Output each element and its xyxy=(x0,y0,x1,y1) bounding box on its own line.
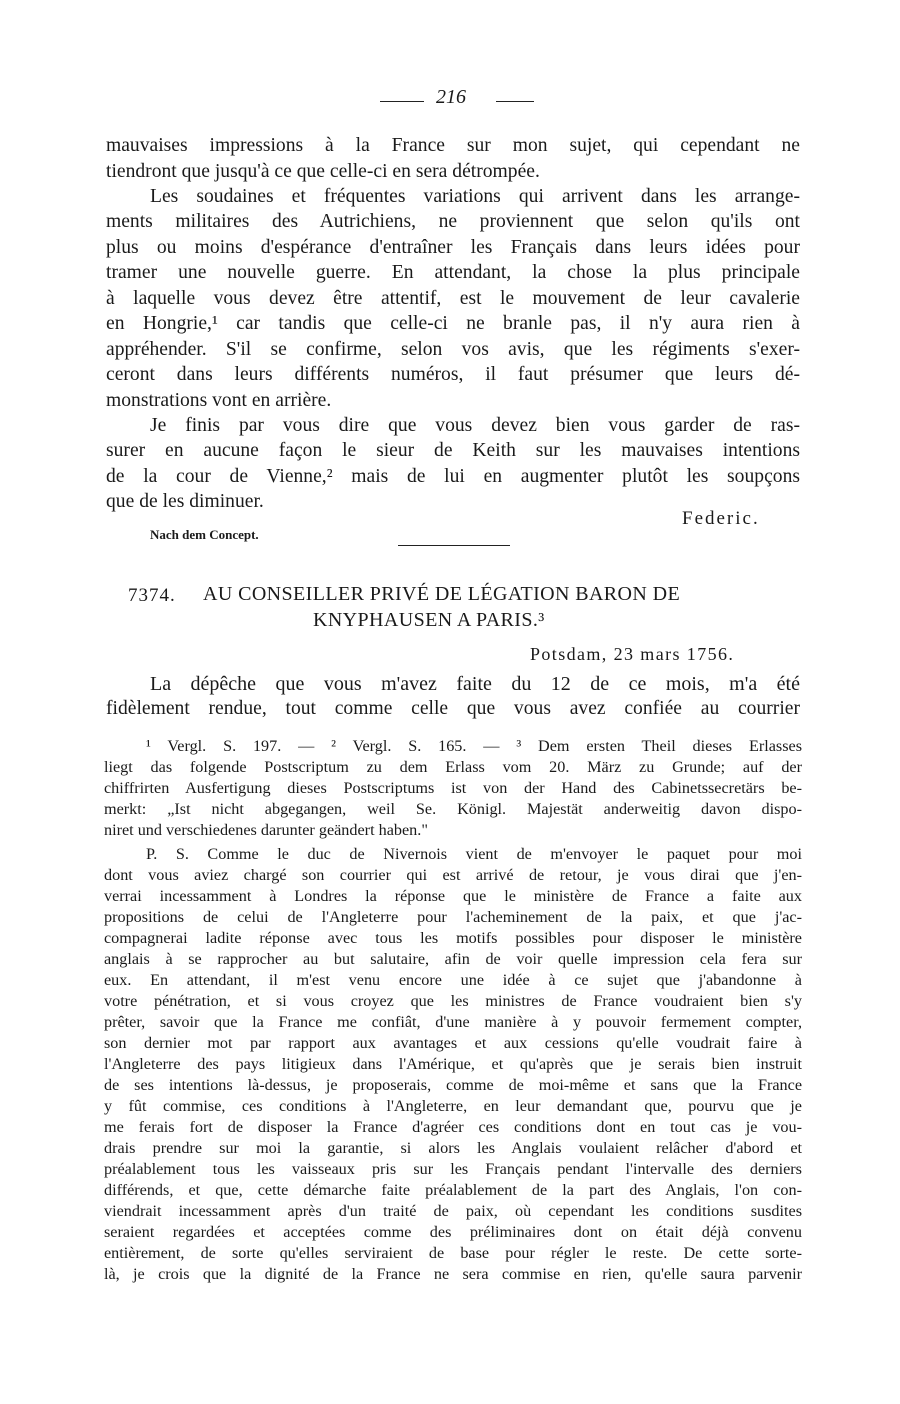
footnote-line: là, je crois que la dignité de la France ne sera commise en rien, qu'elle saura parvenir xyxy=(104,1265,802,1283)
text-line: à laquelle vous devez être attentif, est le mouvement de leur cavalerie xyxy=(106,288,800,309)
text-line: fidèlement rendue, tout comme celle que vous avez confiée au courrier xyxy=(106,698,800,719)
footnote-line: votre pénétration, et si vous croyez que les ministres de France voudraient bien s'y xyxy=(104,992,802,1010)
footnote-line: préalablement tous les vaisseaux pris sur les Français pendant l'intervalle des derniers xyxy=(104,1160,802,1178)
header-rule-right xyxy=(496,101,534,102)
footnote-line: me ferais fort de disposer la France d'agréer ces conditions dont en tout cas je vou- xyxy=(104,1118,802,1136)
text-line: de la cour de Vienne,² mais de lui en augmenter plutôt les soupçons xyxy=(106,466,800,487)
dateline: Potsdam, 23 mars 1756. xyxy=(530,644,735,664)
text-line: en Hongrie,¹ car tandis que celle-ci ne branle pas, il n'y aura rien à xyxy=(106,313,800,334)
footnote-line: dont vous aviez chargé son courrier qui est arrivé de retour, je vous dirai que j'en- xyxy=(104,866,802,884)
document-number: 7374. xyxy=(128,585,176,606)
text-line: plus ou moins d'espérance d'entraîner les Français dans leurs idées pour xyxy=(106,237,800,258)
footnote-line: différends, et que, cette démarche faite préalablement de la part des Anglais, l'on con- xyxy=(104,1181,802,1199)
footnote-line: verrai incessamment à Londres la réponse que le ministère de France a faite aux xyxy=(104,887,802,905)
header-rule-left xyxy=(380,101,424,102)
source-note: Nach dem Concept. xyxy=(150,527,259,542)
footnote-line: l'Angleterre des pays litigieux dans l'Amérique, et qu'après que je serais bien instruit xyxy=(104,1055,802,1073)
footnote-line: seraient regardées et acceptées comme des préliminaires dont on était déjà convenu xyxy=(104,1223,802,1241)
text-line: ments militaires des Autrichiens, ne proviennent que selon qu'ils ont xyxy=(106,211,800,232)
footnote-line: chiffrirten Ausfertigung dieses Postscriptums ist von der Hand des Cabinetssecretärs be- xyxy=(104,779,802,797)
text-line: mauvaises impressions à la France sur mon sujet, qui cependant ne xyxy=(106,135,800,156)
footnote-line: ¹ Vergl. S. 197. — ² Vergl. S. 165. — ³ Dem ersten Theil dieses Erlasses xyxy=(146,737,802,755)
document-title-line-2: KNYPHAUSEN A PARIS.³ xyxy=(313,609,545,631)
footnote-line: viendrait incessamment après d'un traité de paix, où cependant les conditions susdites xyxy=(104,1202,802,1220)
footnote-line: son dernier mot par rapport aux avantages et aux cessions qu'elle voudrait faire à xyxy=(104,1034,802,1052)
text-line: La dépêche que vous m'avez faite du 12 de ce mois, m'a été xyxy=(150,673,800,695)
text-line: tramer une nouvelle guerre. En attendant, la chose la plus principale xyxy=(106,262,800,283)
footnote-line: drais prendre sur moi la garantie, si alors les Anglais voulaient relâcher d'abord et xyxy=(104,1139,802,1157)
footnote-line: y fût commise, ces conditions à l'Angleterre, en leur demandant que, pourvu que je xyxy=(104,1097,802,1115)
footnote-line: niret und verschiedenes darunter geändert haben." xyxy=(104,821,428,839)
text-line: surer en aucune façon le sieur de Keith sur les mauvaises intentions xyxy=(106,440,800,461)
footnote-line: prêter, savoir que la France me confiât, d'une manière à y pouvoir fermement compter, xyxy=(104,1013,802,1031)
page-number: 216 xyxy=(436,86,466,108)
text-line: tiendront que jusqu'à ce que celle-ci en sera détrompée. xyxy=(106,161,540,182)
footnote-line: liegt das folgende Postscriptum zu dem Erlass vom 20. März zu Grunde; auf der xyxy=(104,758,802,776)
footnote-line: de ses intentions là-dessus, je proposerais, comme de moi-même et sans que la France xyxy=(104,1076,802,1094)
footnote-line: eux. En attendant, il m'est venu encore une idée à ce sujet que j'abandonne à xyxy=(104,971,802,989)
footnote-line: propositions de celui de l'Angleterre pour l'acheminement de la paix, et que j'ac- xyxy=(104,908,802,926)
text-line: Les soudaines et fréquentes variations qui arrivent dans les arrange- xyxy=(150,186,800,207)
footnote-line: compagnerai ladite réponse avec tous les motifs possibles pour disposer le ministère xyxy=(104,929,802,947)
text-line: que de les diminuer. xyxy=(106,491,264,512)
text-line: Je finis par vous dire que vous devez bien vous garder de ras- xyxy=(150,415,800,436)
footnote-line: merkt: „Ist nicht abgegangen, weil Se. Königl. Majestät anderweitig davon dispo- xyxy=(104,800,802,818)
text-line: monstrations vont en arrière. xyxy=(106,390,332,411)
footnote-line: entièrement, de sorte qu'elles serviraient de base pour régler le reste. De cette sorte- xyxy=(104,1244,802,1262)
document-title-line-1: AU CONSEILLER PRIVÉ DE LÉGATION BARON DE xyxy=(203,583,681,605)
section-divider xyxy=(398,545,510,546)
footnote-line: anglais à se rapprocher au but salutaire, afin de voir quelle impression cela fera sur xyxy=(104,950,802,968)
text-line: ceront dans leurs différents numéros, il faut présumer que leurs dé- xyxy=(106,364,800,385)
footnote-line: P. S. Comme le duc de Nivernois vient de m'envoyer le paquet pour moi xyxy=(146,845,802,863)
text-line: appréhender. S'il se confirme, selon vos avis, que les régiments s'exer- xyxy=(106,339,800,360)
signature: Federic. xyxy=(682,508,760,529)
